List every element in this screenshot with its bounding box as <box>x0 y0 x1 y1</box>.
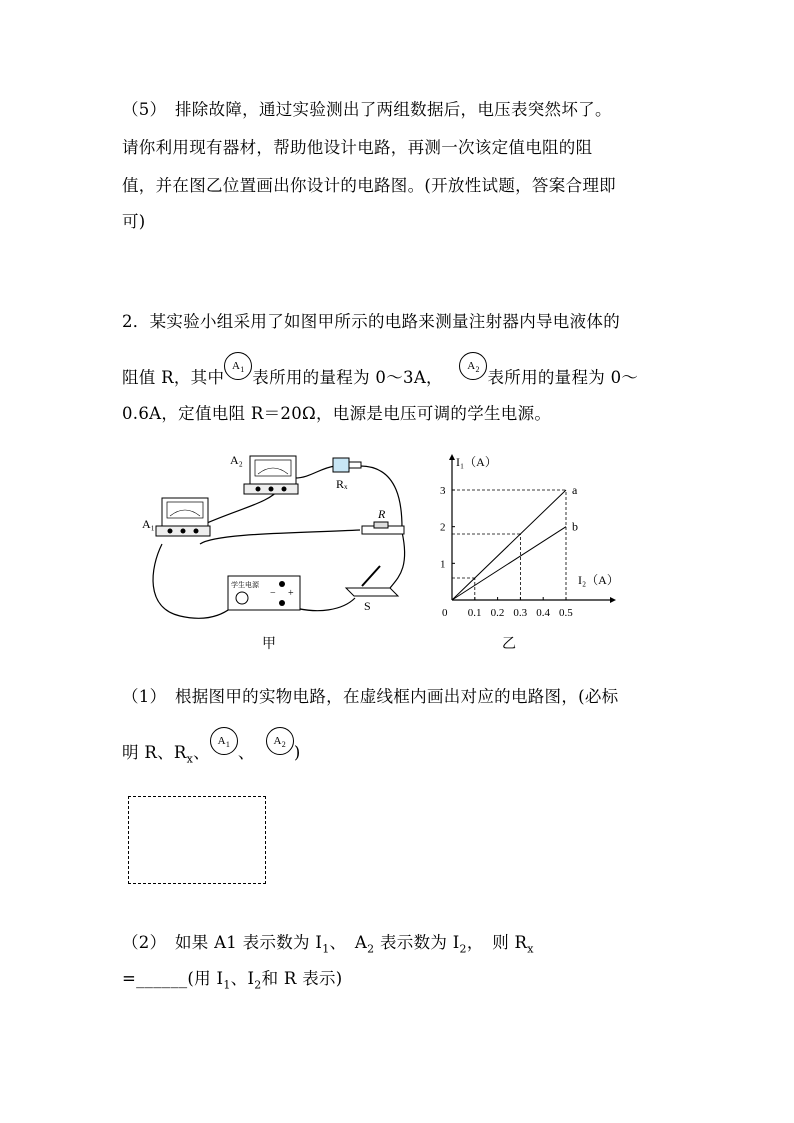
caption-yi: 乙 <box>502 637 516 652</box>
series-label-a: a <box>572 483 578 497</box>
ammeter-a2-symbol: $A_2$ <box>266 727 294 755</box>
label-a2: A₂ <box>230 453 243 467</box>
power-supply-label: 学生电源 <box>231 581 259 589</box>
series-line-a <box>452 490 566 600</box>
x-axis-arrow <box>610 597 616 603</box>
x-tick-label: 0.5 <box>559 607 573 619</box>
rx-resistor <box>333 458 361 472</box>
x-axis-label: I₂（A） <box>578 573 619 587</box>
x-tick-label: 0.4 <box>536 607 550 619</box>
part2-line1: （2） 如果 A1 表示数为 $I_1$、 $A_2$ 表示数为 $I_2$， 则 $R_x$ <box>122 933 534 956</box>
q2-line2-a: 阻值 R，其中 <box>122 368 225 387</box>
q2-line2-c: 表所用的量程为 0～ <box>487 368 639 387</box>
q1-part5-line4: 可) <box>122 212 146 231</box>
figure-jia <box>140 448 430 662</box>
ammeter-a1-symbol: $A_1$ <box>210 727 238 755</box>
x-tick-label: 0.2 <box>490 607 505 619</box>
chart-yi <box>430 448 690 658</box>
circuit-diagram <box>140 448 430 658</box>
ammeter-a2 <box>244 456 298 494</box>
q2-line3: 0.6A，定值电阻 R＝20Ω，电源是电压可调的学生电源。 <box>122 404 552 423</box>
q2-line2-b: 表所用的量程为 0～3A， <box>252 368 443 387</box>
x-tick-label: 0.3 <box>513 607 528 619</box>
switch-s <box>346 566 398 596</box>
x-tick-label: 0.1 <box>467 607 482 619</box>
q1-part5-line1: （5） 排除故障，通过实验测出了两组数据后，电压表突然坏了。 <box>122 100 612 119</box>
answer-dashed-box[interactable] <box>128 796 266 884</box>
ammeter-a1-symbol: $A_1$ <box>224 352 252 380</box>
y-tick-label: 1 <box>440 558 446 571</box>
part1-line1: （1） 根据图甲的实物电路，在虚线框内画出对应的电路图，(必标 <box>122 687 619 706</box>
y-tick-label: 3 <box>440 485 446 497</box>
q2-line2 <box>122 360 639 394</box>
part2-line2: =______(用 $I_1$、$I_2$和 R 表示) <box>122 969 343 992</box>
label-rx: Rₓ <box>336 477 348 491</box>
part1-line2: 明 R、$R_x$、$A_1$ 、 $A_2$ ) <box>122 739 301 769</box>
y-tick-label: 2 <box>440 521 446 534</box>
svg-text:−: − <box>270 588 276 599</box>
x-tick-label: 0 <box>442 607 448 619</box>
ammeter-a1 <box>156 498 210 536</box>
y-axis-arrow <box>449 454 455 460</box>
label-r: R <box>378 507 386 521</box>
ammeter-a2-symbol: $A_2$ <box>459 352 487 380</box>
fixed-resistor-r <box>362 522 404 534</box>
label-a1: A₁ <box>142 517 155 531</box>
y-axis-label: I₁（A） <box>456 455 497 469</box>
label-s: S <box>364 599 371 613</box>
series-line-b <box>452 527 566 600</box>
caption-jia: 甲 <box>262 637 276 652</box>
q2-line1: 2．某实验小组采用了如图甲所示的电路来测量注射器内导电液体的 <box>122 312 620 331</box>
series-label-b: b <box>572 519 578 534</box>
svg-text:+: + <box>288 588 294 599</box>
q1-part5-line2: 请你利用现有器材，帮助他设计电路，再测一次该定值电阻的阻 <box>122 138 593 157</box>
q1-part5-line3: 值，并在图乙位置画出你设计的电路图。(开放性试题，答案合理即 <box>122 176 616 195</box>
